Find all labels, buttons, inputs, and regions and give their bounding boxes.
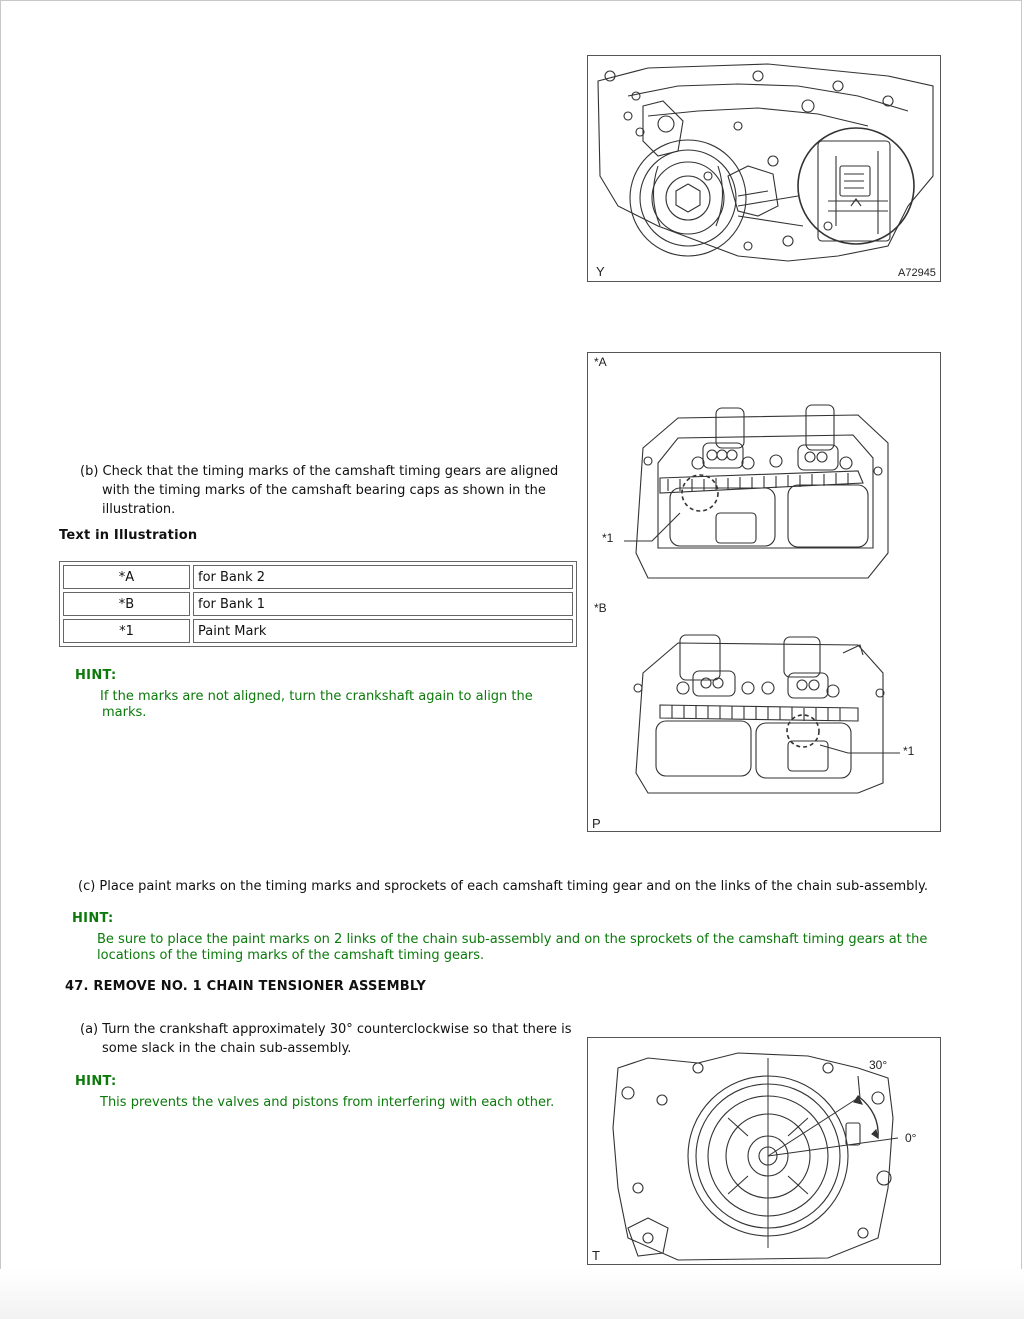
step-b-line-2: with the timing marks of the camshaft bearing caps as shown in the	[102, 483, 546, 498]
step-a-line-1: (a) Turn the crankshaft approximately 30° counterclockwise so that there is	[80, 1022, 572, 1037]
section-47-title: 47. REMOVE NO. 1 CHAIN TENSIONER ASSEMBLY	[65, 979, 426, 994]
step-a-line-2: some slack in the chain sub-assembly.	[102, 1041, 352, 1056]
legend-value: for Bank 1	[193, 592, 573, 616]
hint-line-2: locations of the timing marks of the camshaft timing gears.	[97, 948, 485, 963]
legend-key: *A	[63, 565, 190, 589]
hint-text: This prevents the valves and pistons from interfering with each other.	[100, 1095, 555, 1110]
angle-label-0: 0°	[905, 1131, 917, 1145]
figure-crankshaft-rotation	[587, 1037, 941, 1265]
label-bank-2: *A	[594, 355, 607, 369]
step-b-line-1: (b) Check that the timing marks of the camshaft timing gears are aligned	[80, 464, 559, 479]
step-b-instruction	[80, 462, 570, 519]
callout-paint-mark-bottom: *1	[903, 744, 915, 758]
hint-line-1: If the marks are not aligned, turn the crankshaft again to align the	[100, 689, 533, 704]
camshaft-timing-illustration	[588, 353, 940, 831]
legend-key: *B	[63, 592, 190, 616]
legend-key: *1	[63, 619, 190, 643]
label-bank-1: *B	[594, 601, 607, 615]
table-row	[63, 619, 573, 643]
figure-camshaft-timing-gears	[587, 352, 941, 832]
hint-text	[97, 932, 1007, 964]
figure-view-letter: Y	[596, 264, 605, 279]
hint-text	[100, 689, 570, 721]
callout-paint-mark-top: *1	[602, 531, 614, 545]
step-b-line-3: illustration.	[102, 502, 176, 517]
table-row	[63, 592, 573, 616]
legend-value: Paint Mark	[193, 619, 573, 643]
table-row	[63, 565, 573, 589]
hint-line-1: Be sure to place the paint marks on 2 links of the chain sub-assembly and on the sprockets of the camshaft timing gears at the	[97, 932, 928, 947]
figure-code: A72945	[898, 267, 936, 279]
figure-view-letter: P	[592, 816, 601, 831]
crankshaft-rotation-illustration	[588, 1038, 940, 1264]
step-a-instruction	[80, 1020, 580, 1058]
hint-line-2: marks.	[102, 705, 147, 720]
step-c-instruction: (c) Place paint marks on the timing marks and sprockets of each camshaft timing gear and on the links of the chain sub-assembly.	[78, 879, 928, 894]
hint-title: HINT:	[75, 1074, 117, 1089]
angle-label-30: 30°	[869, 1058, 888, 1072]
figure-engine-front	[587, 55, 941, 282]
hint-title: HINT:	[72, 911, 114, 926]
figure-view-letter: T	[592, 1248, 600, 1263]
illustration-legend-table	[59, 561, 577, 647]
text-in-illustration-heading: Text in Illustration	[59, 528, 198, 543]
engine-front-illustration	[588, 56, 940, 281]
legend-value: for Bank 2	[193, 565, 573, 589]
hint-title: HINT:	[75, 668, 117, 683]
page-bottom-shade	[0, 1269, 1024, 1319]
